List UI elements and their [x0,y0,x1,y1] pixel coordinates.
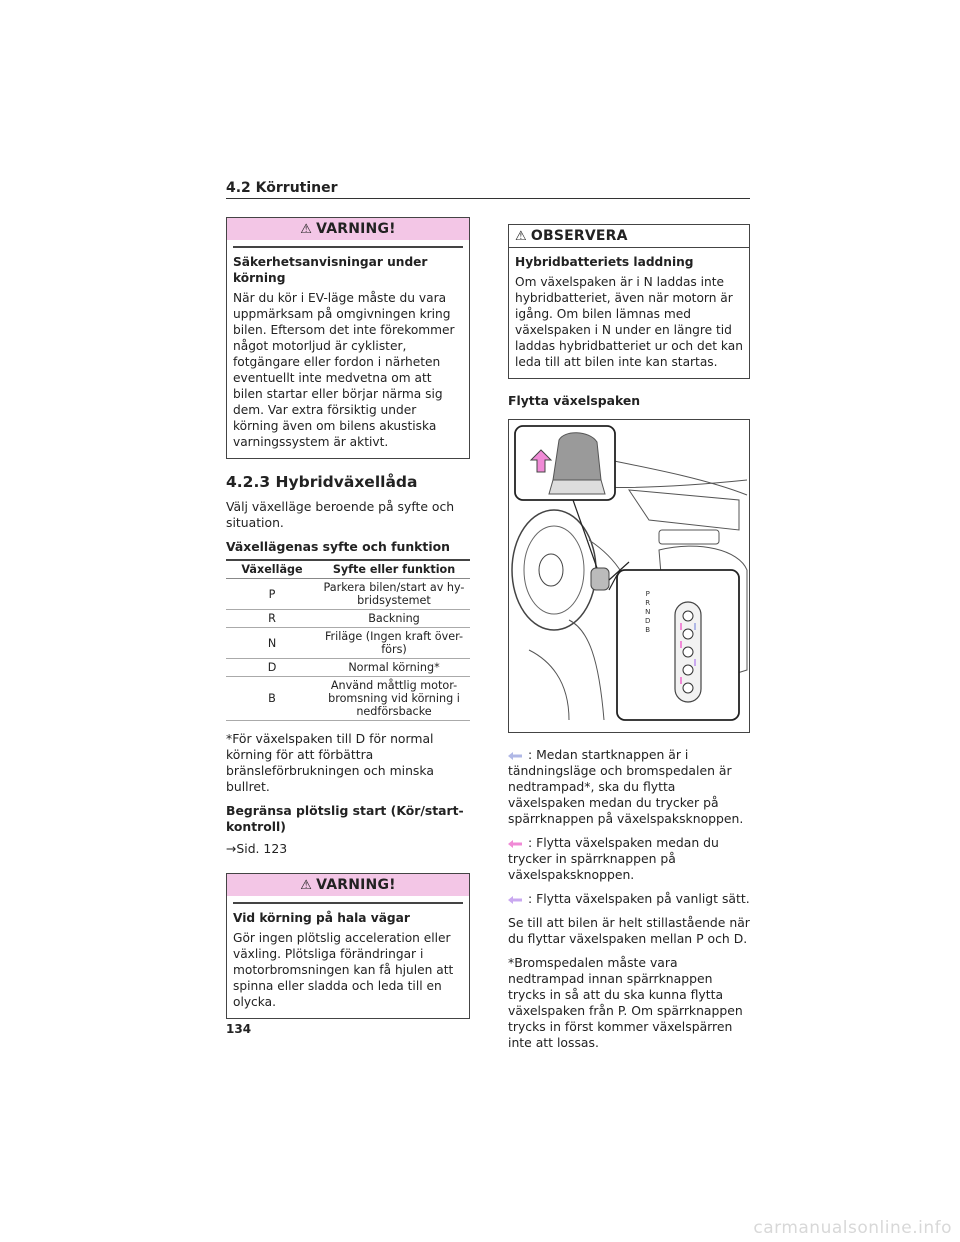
watermark: carmanualsonline.info [753,1218,952,1238]
notice-header [509,225,749,248]
notice-text: Om växelspaken är i N laddas inte hybridbatteriet, även när motorn är igång. Om bilen lämnas med växelspaken i N under en längre tid laddas hybridbatteriet ur och det kan leda till att bilen inte kan startas. [515,275,743,369]
notice-title: Hybridbatteriets laddning [515,255,694,269]
function-cell: Friläge (Ingen kraft över-förs) [318,628,470,659]
gate-letter: R [645,599,651,607]
arrow-item-text: : Flytta växelspaken på vanligt sätt. [527,891,750,906]
gate-letter: N [645,608,651,616]
warning-title: Säkerhetsanvisningar under körning [233,255,428,285]
arrow-left-icon [508,896,522,904]
arrow-item-text: : Medan startknappen är i tändningsläge och bromspedalen är nedtrampad*, ska du flytta växelspaken medan du trycker på spärrknappen på växelspaksknoppen. [508,747,744,826]
warning-triangle-icon: ⚠ [300,877,313,893]
right-column [508,224,750,1059]
warning-triangle-icon: ⚠ [515,228,527,244]
arrow-left-icon [508,840,522,848]
gear-cell: P [226,579,318,610]
gear-cell: R [226,610,318,628]
notice-label: OBSERVERA [530,228,628,244]
car-interior-drawing [509,420,749,732]
warning-header [227,874,469,896]
warning-label: VARNING! [316,877,396,893]
shift-lever-illustration [508,419,750,733]
arrow-item-3 [508,891,750,907]
shift-title: Flytta växelspaken [508,393,641,408]
warning-triangle-icon: ⚠ [300,221,313,237]
warning-text: Gör ingen plötslig acceleration eller växling. Plötsliga förändringar i motorbromsningen kan få hjulen att spinna eller sladda och leda till en olycka. [233,931,454,1009]
section-heading: 4.2.3 Hybridväxellåda [226,473,418,491]
left-column [226,217,470,1033]
arrow-item-2 [508,835,750,883]
gear-cell: N [226,628,318,659]
function-cell: Backning [318,610,470,628]
warning-divider [233,246,463,248]
warning-box-slippery [226,873,470,1019]
table-header-gear: Växelläge [226,560,318,579]
warning-label: VARNING! [316,221,396,237]
gear-cell: B [226,677,318,721]
table-row [226,677,470,721]
warning-text: När du kör i EV-läge måste du vara uppmärksam på omgivningen kring bilen. Eftersom det inte förekommer något motorljud är cyklister, fotgängare eller fordon i närheten eventuellt inte medvetna om att bilen startar eller börjar närma sig dem. Var extra försiktig under körning även om bilens akustiska varningssystem är aktivt. [233,291,455,449]
warning-title: Vid körning på hala vägar [233,911,410,925]
arrow-left-icon [508,752,522,760]
table-row [226,610,470,628]
gear-gate-labels [645,590,650,635]
limit-start-title: Begränsa plötslig start (Kör/start-kontroll) [226,803,464,834]
gate-letter: D [645,617,651,625]
section-header: 4.2 Körrutiner [226,180,338,196]
arrow-item-1 [508,747,750,827]
intro-text: Välj växelläge beroende på syfte och situation. [226,499,455,530]
warning-divider [233,902,463,904]
gate-letter: B [645,626,651,634]
page-reference-link[interactable]: →Sid. 123 [226,841,288,856]
function-cell: Normal körning* [318,659,470,677]
brake-footnote: *Bromspedalen måste vara nedtrampad innan spärrknappen trycks in så att du ska kunna flytta växelspaken från P. Om spärrknappen trycks in först kommer växelspärren inte att lossas. [508,955,743,1050]
gear-cell: D [226,659,318,677]
function-cell: Använd måttlig motor-bromsning vid körning i nedförsbacke [318,677,470,721]
table-row [226,579,470,610]
table-row [226,659,470,677]
table-title: Växellägenas syfte och funktion [226,539,450,554]
warning-header [227,218,469,240]
gate-letter: P [645,590,650,598]
gear-table [226,559,470,721]
section-rule [226,198,750,199]
arrow-item-text: : Flytta växelspaken medan du trycker in spärrknappen på växelspaksknoppen. [508,835,719,882]
table-header-function: Syfte eller funktion [318,560,470,579]
page-number: 134 [226,1022,252,1036]
table-row [226,628,470,659]
notice-box [508,224,750,379]
stop-note: Se till att bilen är helt stillastående när du flyttar växelspaken mellan P och D. [508,915,750,946]
footnote-text: *För växelspaken till D för normal körning för att förbättra bränsleförbrukningen och minska bullret. [226,731,434,794]
warning-box-ev [226,217,470,459]
function-cell: Parkera bilen/start av hy-bridsystemet [318,579,470,610]
